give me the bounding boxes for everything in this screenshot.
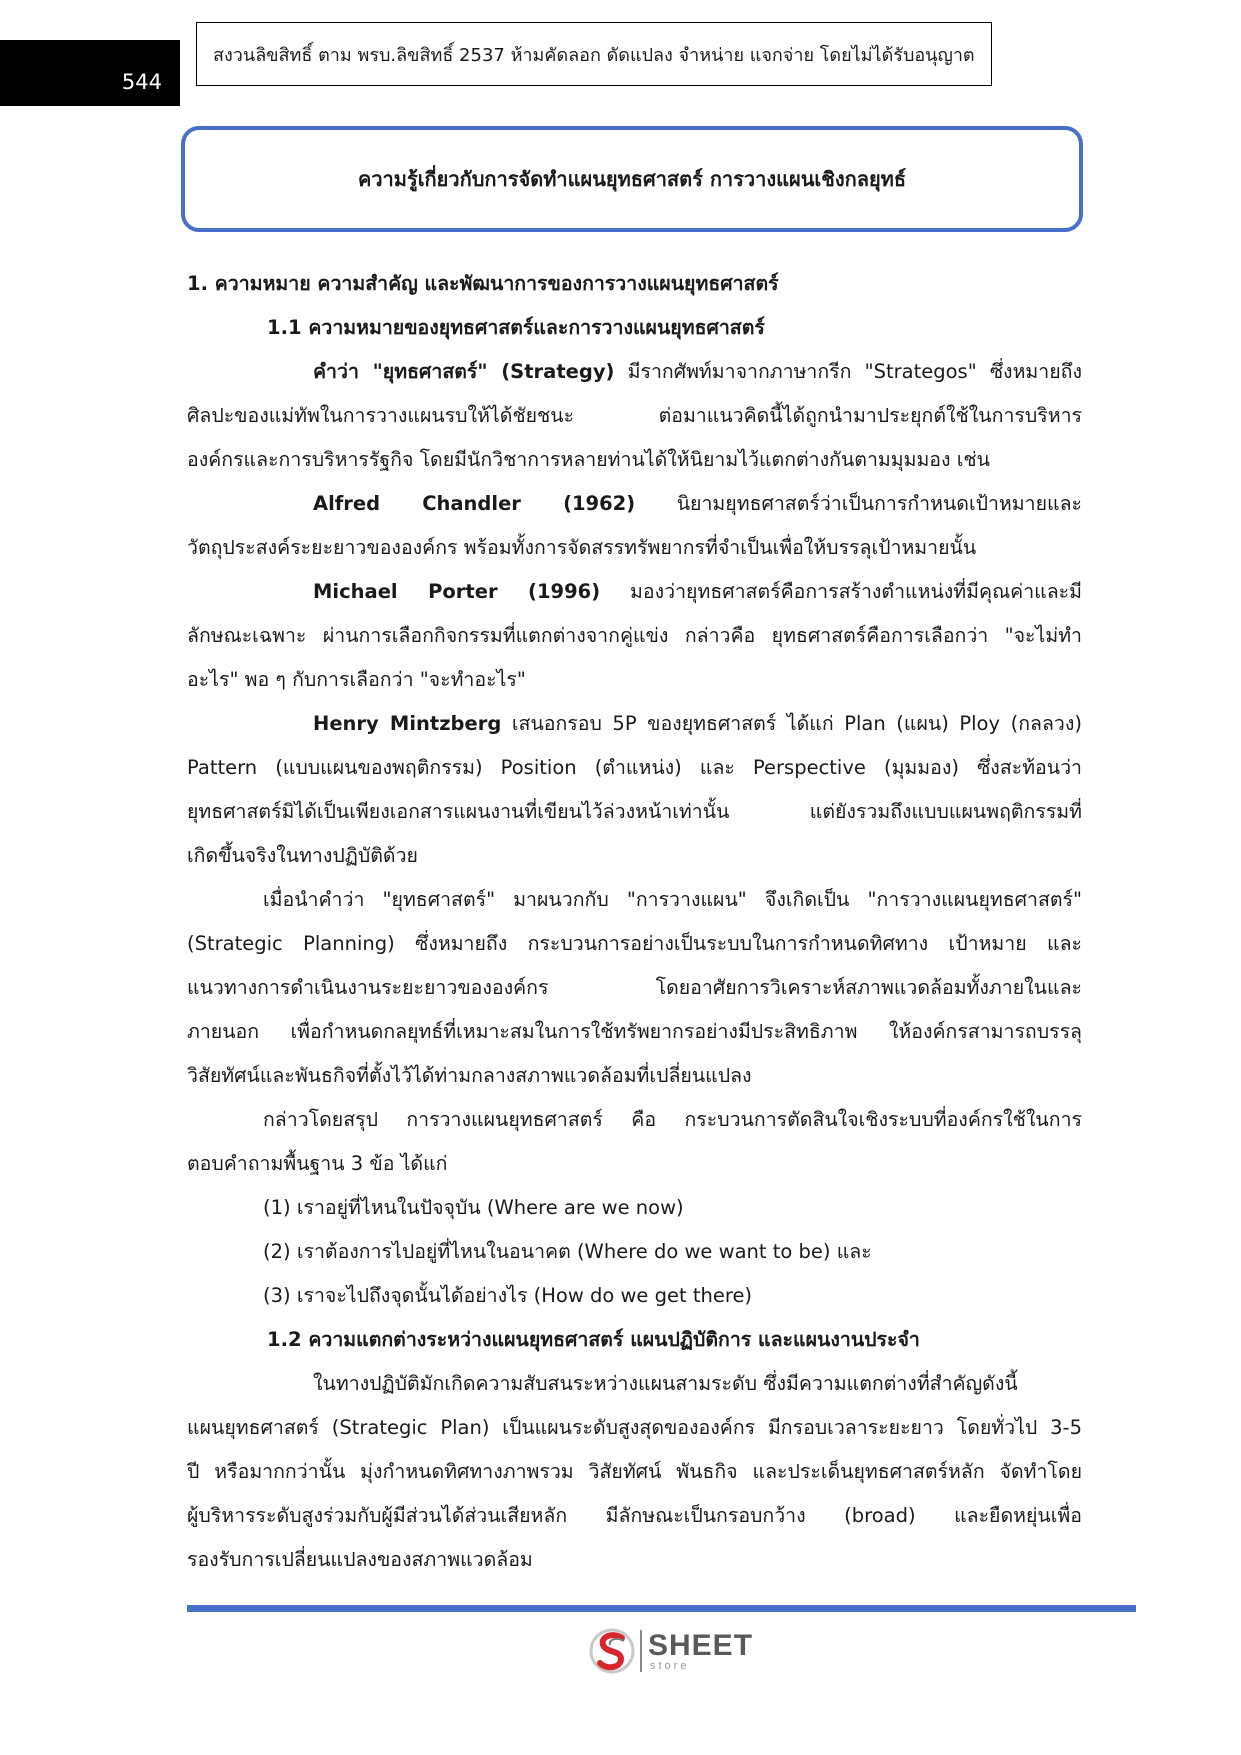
paragraph-strategy-line-3: องค์กรและการบริหารรัฐกิจ โดยมีนักวิชาการหลายท่านได้ให้นิยามไว้แตกต่างกันตามมุมมอง เช่น [187,448,990,471]
paragraph-mintzberg-line-3: ยุทธศาสตร์มิได้เป็นเพียงเอกสารแผนงานที่เขียนไว้ล่วงหน้าเท่านั้น แต่ยังรวมถึงแบบแผนพฤติกรรมที่ [187,800,1082,823]
logo-divider [640,1630,642,1672]
paragraph-porter-line-3: อะไร" พอ ๆ กับการเลือกว่า "จะทำอะไร" [187,668,526,691]
logo-subtitle: store [650,1659,690,1672]
author-chandler: Alfred Chandler (1962) [313,492,636,515]
paragraph-planning-line-5: วิสัยทัศน์และพันธกิจที่ตั้งไว้ได้ท่ามกลางสภาพแวดล้อมที่เปลี่ยนแปลง [187,1064,752,1087]
copyright-notice: สงวนลิขสิทธิ์ ตาม พรบ.ลิขสิทธิ์ 2537 ห้ามคัดลอก ดัดแปลง จำหน่าย แจกจ่าย โดยไม่ได้รับอนุญาต [196,22,992,86]
section-heading-1: 1. ความหมาย ความสำคัญ และพัฒนาการของการวางแผนยุทธศาสตร์ [187,272,779,295]
paragraph-planning-line-2: (Strategic Planning) ซึ่งหมายถึง กระบวนการอย่างเป็นระบบในการกำหนดทิศทาง เป้าหมาย และ [187,932,1082,955]
paragraph-summary-line-1: กล่าวโดยสรุป การวางแผนยุทธศาสตร์ คือ กระบวนการตัดสินใจเชิงระบบที่องค์กรใช้ในการ [263,1108,1082,1131]
logo-word: SHEET [648,1628,754,1662]
document-body [187,262,1082,1582]
paragraph-planning-line-1: เมื่อนำคำว่า "ยุทธศาสตร์" มาผนวกกับ "การวางแผน" จึงเกิดเป็น "การวางแผนยุทธศาสตร์" [263,888,1082,911]
paragraph-text: เสนอกรอบ 5P ของยุทธศาสตร์ ได้แก่ Plan (แผน) Ploy (กลลวง) [501,712,1082,735]
paragraph-chandler-line-1 [187,482,1082,526]
paragraph-chandler-line-2: วัตถุประสงค์ระยะยาวขององค์กร พร้อมทั้งการจัดสรรทรัพยากรที่จำเป็นเพื่อให้บรรลุเป้าหมายนั้น [187,536,977,559]
question-item-3: (3) เราจะไปถึงจุดนั้นได้อย่างไร (How do we get there) [263,1284,753,1307]
paragraph-text: มีรากศัพท์มาจากภาษากรีก "Strategos" ซึ่งหมายถึง [614,360,1082,383]
author-mintzberg: Henry Mintzberg [313,712,502,735]
page-number: 544 [121,70,162,94]
paragraph-mintzberg-line-1 [187,702,1082,746]
logo-text [648,1628,754,1672]
paragraph-mintzberg-line-4: เกิดขึ้นจริงในทางปฏิบัติด้วย [187,844,418,867]
question-item-1: (1) เราอยู่ที่ไหนในปัจจุบัน (Where are we now) [263,1196,684,1219]
page-number-tab [0,40,180,106]
paragraph-plans-line-2: แผนยุทธศาสตร์ (Strategic Plan) เป็นแผนระดับสูงสุดขององค์กร มีกรอบเวลาระยะยาว โดยทั่วไป 3-5 [187,1416,1082,1439]
paragraph-planning-line-3: แนวทางการดำเนินงานระยะยาวขององค์กร โดยอาศัยการวิเคราะห์สภาพแวดล้อมทั้งภายในและ [187,976,1082,999]
footer-rule [187,1605,1136,1612]
section-heading-1-2: 1.2 ความแตกต่างระหว่างแผนยุทธศาสตร์ แผนปฏิบัติการ และแผนงานประจำ [267,1328,920,1351]
paragraph-strategy-line-2: ศิลปะของแม่ทัพในการวางแผนรบให้ได้ชัยชนะ ต่อมาแนวคิดนี้ได้ถูกนำมาประยุกต์ใช้ในการบริหาร [187,404,1082,427]
page-title: ความรู้เกี่ยวกับการจัดทำแผนยุทธศาสตร์ การวางแผนเชิงกลยุทธ์ [181,126,1083,232]
question-item-2: (2) เราต้องการไปอยู่ที่ไหนในอนาคต (Where do we want to be) และ [263,1240,872,1263]
paragraph-porter-line-2: ลักษณะเฉพาะ ผ่านการเลือกกิจกรรมที่แตกต่างจากคู่แข่ง กล่าวคือ ยุทธศาสตร์คือการเลือกว่า "จะไม่ทำ [187,624,1082,647]
paragraph-plans-line-3: ปี หรือมากกว่านั้น มุ่งกำหนดทิศทางภาพรวม วิสัยทัศน์ พันธกิจ และประเด็นยุทธศาสตร์หลัก จัดทำโดย [187,1460,1082,1483]
paragraph-summary-line-2: ตอบคำถามพื้นฐาน 3 ข้อ ได้แก่ [187,1152,448,1175]
paragraph-porter-line-1 [187,570,1082,614]
paragraph-plans-line-1: ในทางปฏิบัติมักเกิดความสับสนระหว่างแผนสามระดับ ซึ่งมีความแตกต่างที่สำคัญดังนี้ [313,1372,1018,1395]
sheet-store-logo [588,1625,753,1677]
paragraph-text: มองว่ายุทธศาสตร์คือการสร้างตำแหน่งที่มีคุณค่าและมี [600,580,1082,603]
author-porter: Michael Porter (1996) [313,580,601,603]
term-strategy: คำว่า "ยุทธศาสตร์" (Strategy) [313,360,615,383]
section-heading-1-1: 1.1 ความหมายของยุทธศาสตร์และการวางแผนยุทธศาสตร์ [267,316,765,339]
sheet-logo-icon [588,1626,636,1676]
paragraph-strategy-line-1 [187,350,1082,394]
paragraph-plans-line-5: รองรับการเปลี่ยนแปลงของสภาพแวดล้อม [187,1548,533,1571]
paragraph-text: นิยามยุทธศาสตร์ว่าเป็นการกำหนดเป้าหมายและ [635,492,1082,515]
paragraph-plans-line-4: ผู้บริหารระดับสูงร่วมกับผู้มีส่วนได้ส่วนเสียหลัก มีลักษณะเป็นกรอบกว้าง (broad) และยืดหยุ่นเพื่อ [187,1504,1082,1527]
paragraph-mintzberg-line-2: Pattern (แบบแผนของพฤติกรรม) Position (ตำแหน่ง) และ Perspective (มุมมอง) ซึ่งสะท้อนว่า [187,756,1082,779]
paragraph-planning-line-4: ภายนอก เพื่อกำหนดกลยุทธ์ที่เหมาะสมในการใช้ทรัพยากรอย่างมีประสิทธิภาพ ให้องค์กรสามารถบรรลุ [187,1020,1082,1043]
